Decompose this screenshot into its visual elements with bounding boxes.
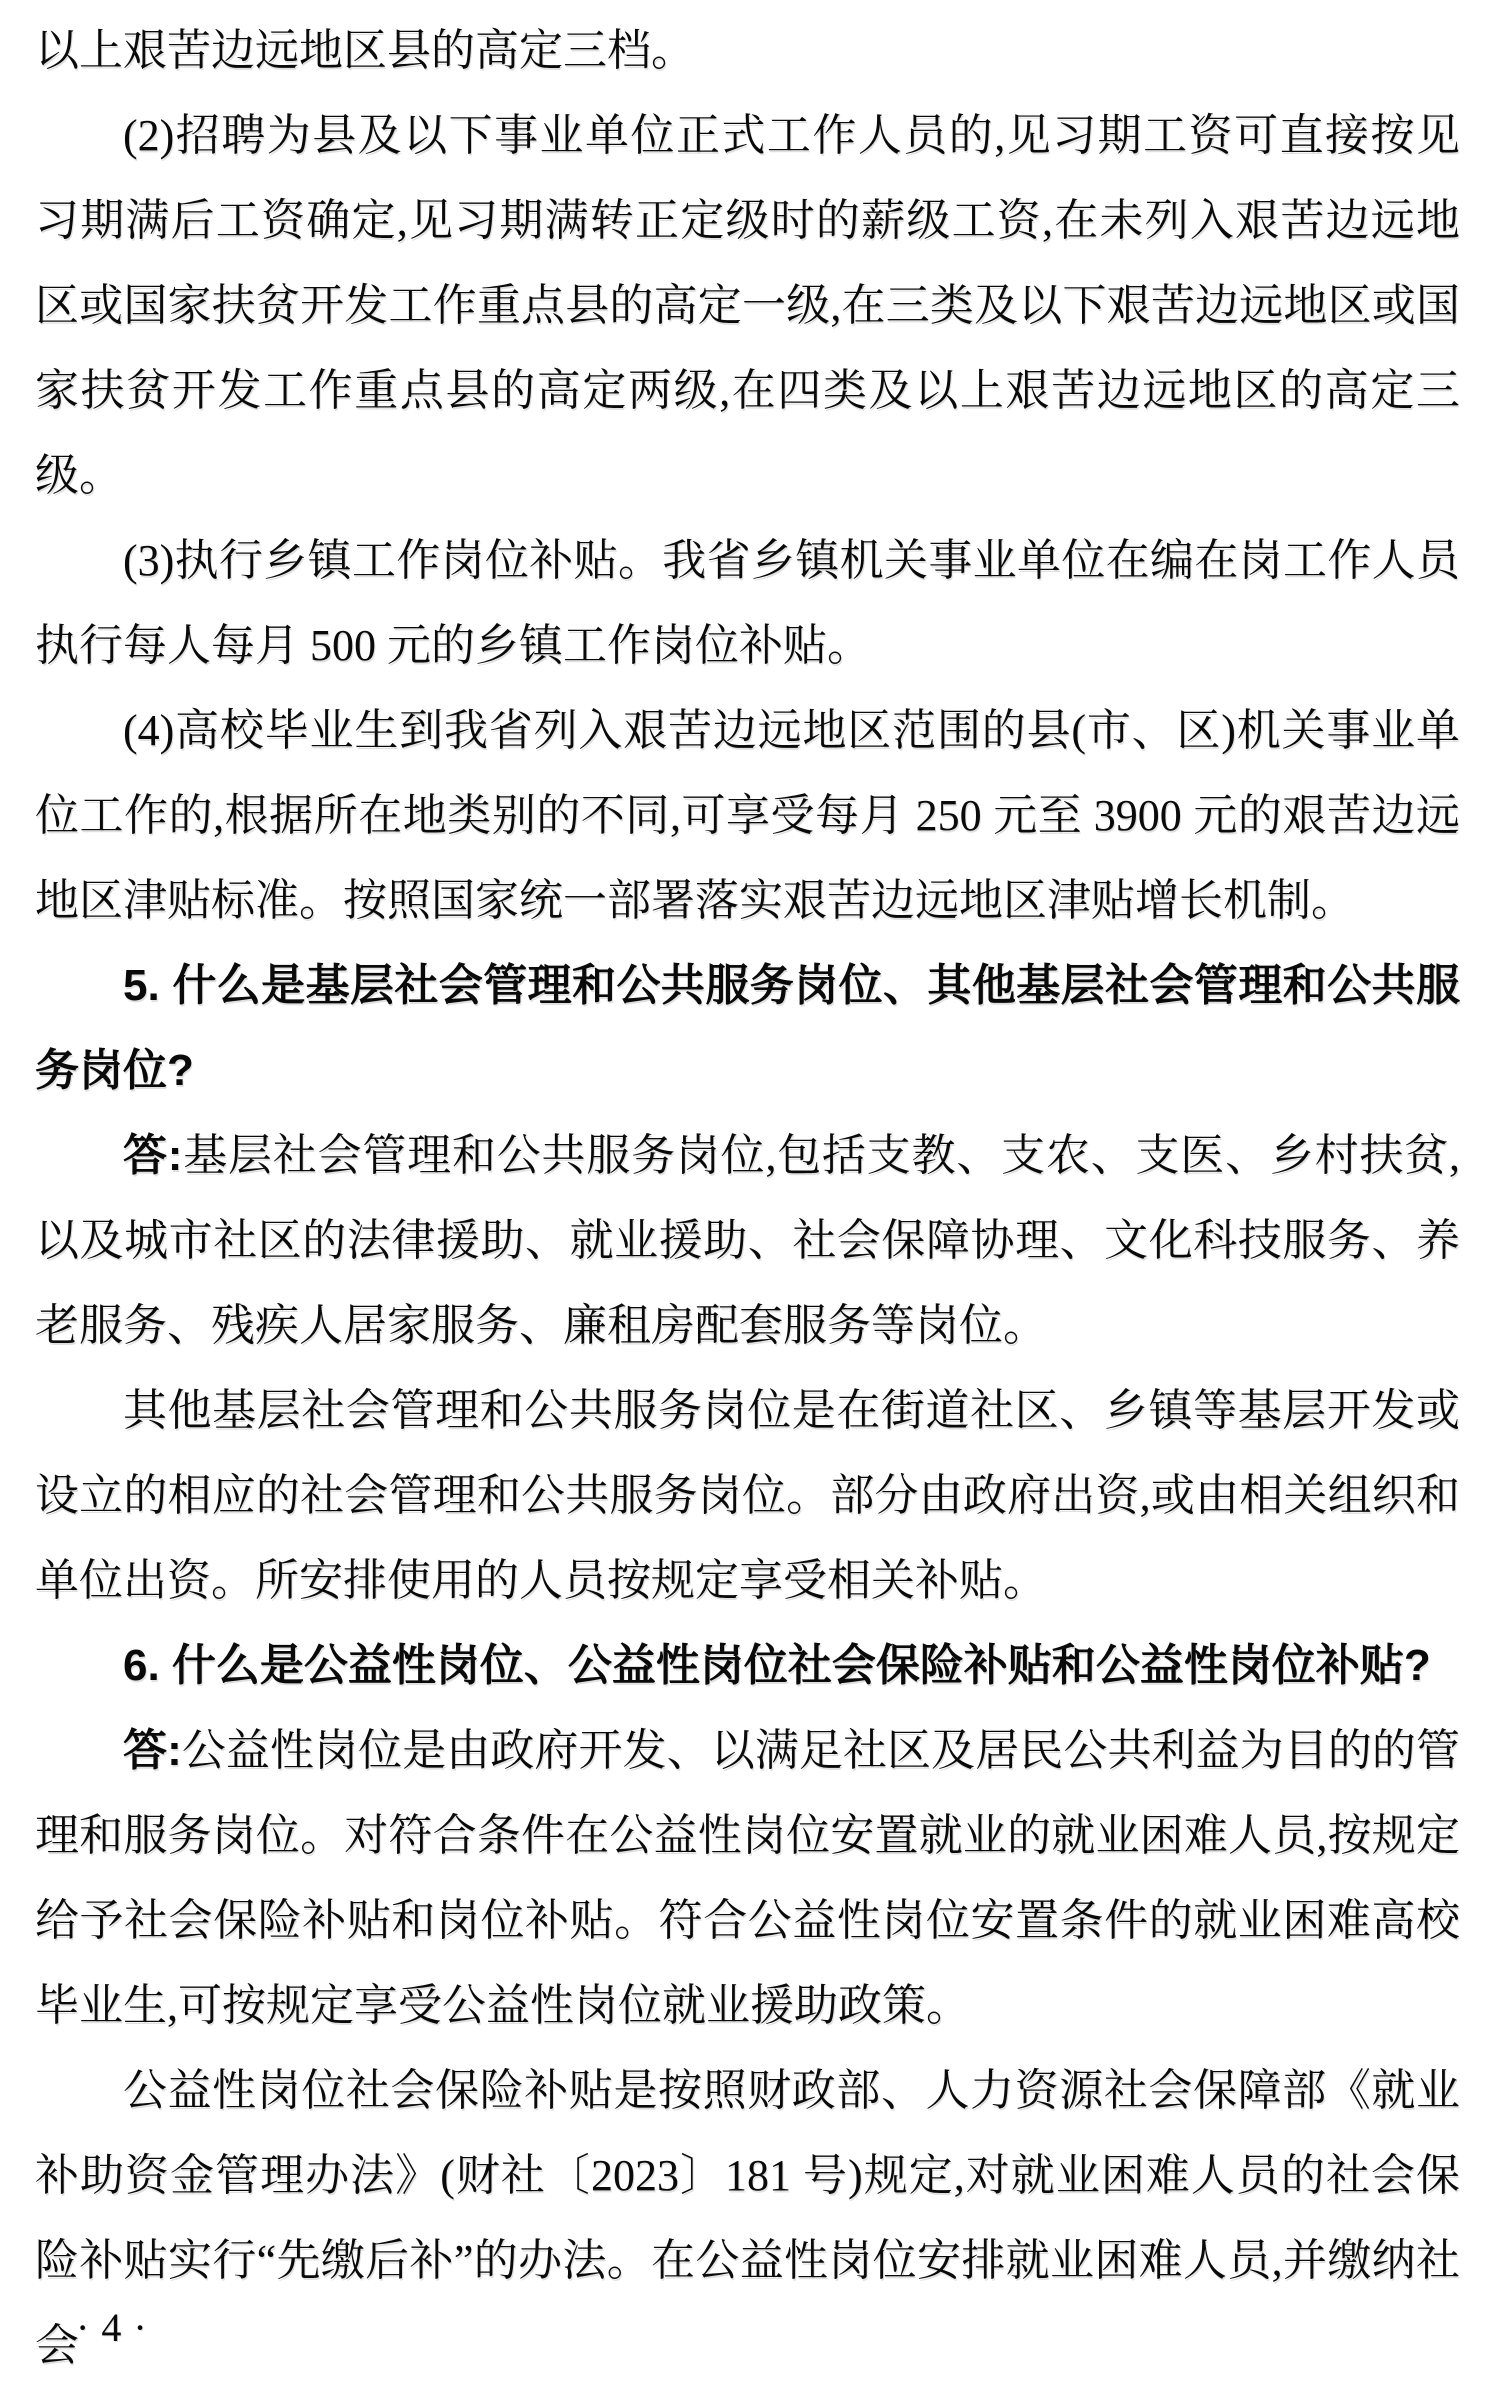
answer-paragraph-5b: 其他基层社会管理和公共服务岗位是在街道社区、乡镇等基层开发或设立的相应的社会管理和公共服务岗位。部分由政府出资,或由相关组织和单位出资。所安排使用的人员按规定享受相关补贴。 — [35, 1386, 1460, 1605]
answer-text: 公益性岗位是由政府开发、以满足社区及居民公共利益为目的的管理和服务岗位。对符合条件在公益性岗位安置就业的就业困难人员,按规定给予社会保险补贴和岗位补贴。符合公益性岗位安置条件的就业困难高校毕业生,可按规定享受公益性岗位就业援助政策。 — [35, 1726, 1460, 2030]
answer-paragraph-5 — [35, 1113, 1460, 1368]
question-heading-6: 6. 什么是公益性岗位、公益性岗位社会保险补贴和公益性岗位补贴? — [123, 1641, 1431, 1690]
question-heading-5: 5. 什么是基层社会管理和公共服务岗位、其他基层社会管理和公共服务岗位? — [35, 961, 1460, 1095]
paragraph-item-4: (4)高校毕业生到我省列入艰苦边远地区范围的县(市、区)机关事业单位工作的,根据所在地类别的不同,可享受每月 250 元至 3900 元的艰苦边远地区津贴标准。按照国家统一部署落实艰苦边远地区津贴增长机制。 — [35, 706, 1460, 925]
paragraph-continuation: 以上艰苦边远地区县的高定三档。 — [35, 26, 695, 75]
page-number: ·4· — [76, 2305, 159, 2350]
answer-paragraph-6b: 公益性岗位社会保险补贴是按照财政部、人力资源社会保障部《就业补助资金管理办法》(财社〔2023〕181 号)规定,对就业困难人员的社会保险补贴实行“先缴后补”的办法。在公益性岗位安排就业困难人员,并缴纳社会 — [35, 2066, 1460, 2370]
answer-label: 答: — [123, 1726, 182, 1775]
answer-text: 基层社会管理和公共服务岗位,包括支教、支农、支医、乡村扶贫,以及城市社区的法律援助、就业援助、社会保障协理、文化科技服务、养老服务、残疾人居家服务、廉租房配套服务等岗位。 — [35, 1131, 1461, 1350]
answer-paragraph-6 — [35, 1708, 1460, 2048]
answer-label: 答: — [123, 1131, 183, 1180]
paragraph-item-3: (3)执行乡镇工作岗位补贴。我省乡镇机关事业单位在编在岗工作人员执行每人每月 500 元的乡镇工作岗位补贴。 — [35, 536, 1460, 670]
text-block — [35, 8, 1460, 2388]
paragraph-item-2: (2)招聘为县及以下事业单位正式工作人员的,见习期工资可直接按见习期满后工资确定,见习期满转正定级时的薪级工资,在未列入艰苦边远地区或国家扶贫开发工作重点县的高定一级,在三类及以下艰苦边远地区或国家扶贫开发工作重点县的高定两级,在四类及以上艰苦边远地区的高定三级。 — [35, 111, 1460, 500]
